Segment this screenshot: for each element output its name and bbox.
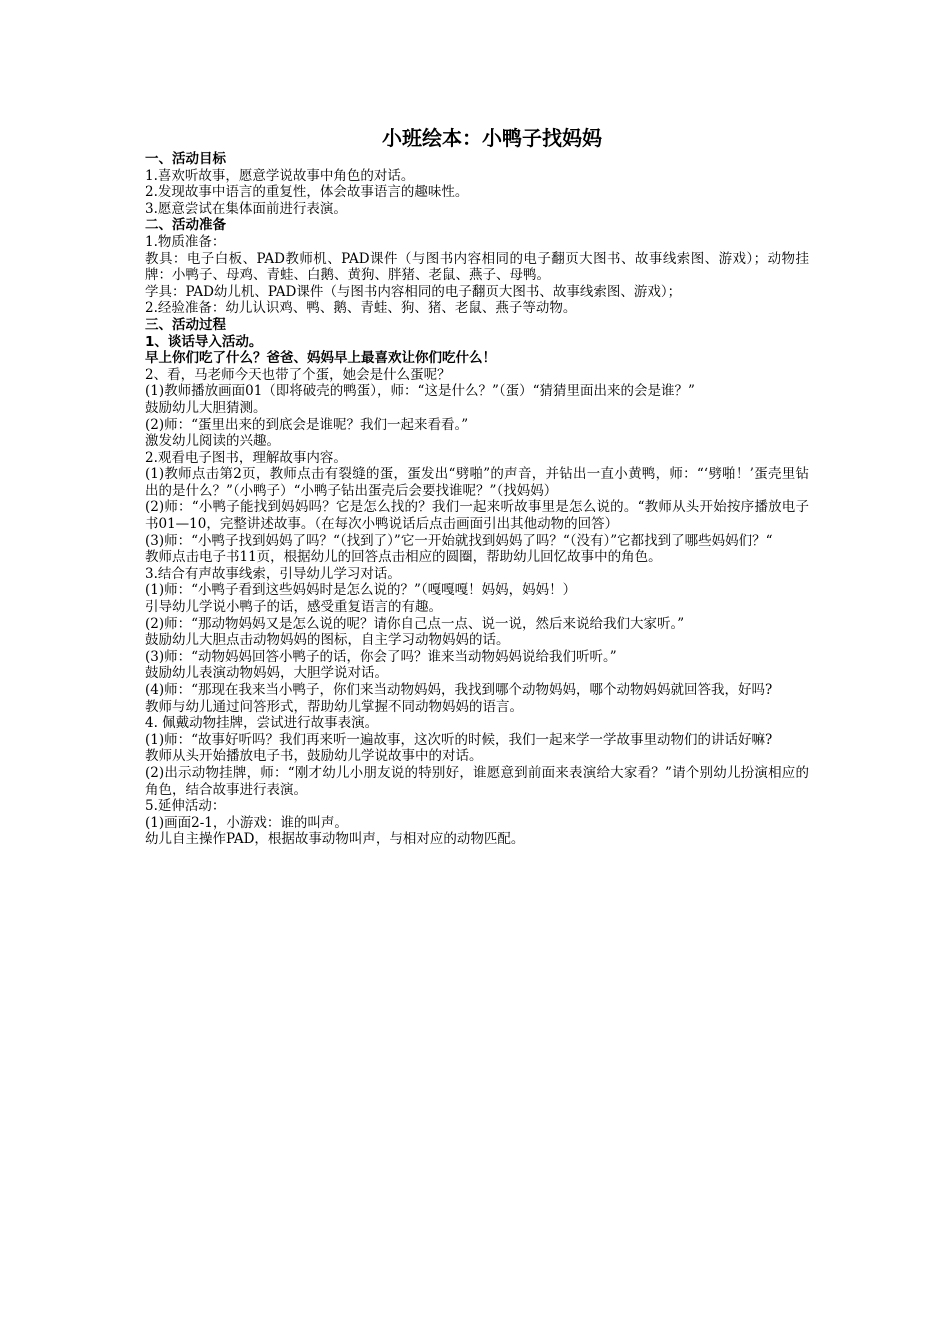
body-paragraph: (1)师：“故事好听吗？我们再来听一遍故事，这次听的时候，我们一起来学一学故事里动物们的讲话好嘛? bbox=[145, 731, 773, 748]
body-paragraph: 鼓励幼儿大胆点击动物妈妈的图标，自主学习动物妈妈的话。 bbox=[145, 632, 510, 649]
body-paragraph: 教师从头开始播放电子书，鼓励幼儿学说故事中的对话。 bbox=[145, 748, 483, 765]
body-paragraph: 教师点击电子书11页，根据幼儿的回答点击相应的圆圈，帮助幼儿回忆故事中的角色。 bbox=[145, 549, 662, 566]
body-paragraph: 鼓励幼儿大胆猜测。 bbox=[145, 399, 267, 416]
body-paragraph: 教师与幼儿通过问答形式，帮助幼儿掌握不同动物妈妈的语言。 bbox=[145, 698, 523, 715]
section-heading: 一、活动目标 bbox=[145, 151, 226, 167]
section-heading: 早上你们吃了什么？爸爸、妈妈早上最喜欢让你们吃什么！ bbox=[145, 350, 496, 367]
body-paragraph: (1)画面2-1，小游戏：谁的叫声。 bbox=[145, 814, 348, 831]
body-paragraph: 1.物质准备： bbox=[145, 233, 226, 250]
body-paragraph: 5.延伸活动： bbox=[145, 798, 226, 815]
body-paragraph: 2.观看电子图书，理解故事内容。 bbox=[145, 449, 347, 466]
body-paragraph: 鼓励幼儿表演动物妈妈，大胆学说对话。 bbox=[145, 665, 388, 682]
document-page bbox=[145, 125, 809, 848]
body-paragraph: 2.经验准备：幼儿认识鸡、鸭、鹅、青蛙、狗、猪、老鼠、燕子等动物。 bbox=[145, 300, 577, 317]
body-paragraph: 3.愿意尝试在集体面前进行表演。 bbox=[145, 200, 347, 217]
body-paragraph: (1)师：“小鸭子看到这些妈妈时是怎么说的？”（嘎嘎嘎！妈妈，妈妈！） bbox=[145, 582, 577, 599]
section-heading: 二、活动准备 bbox=[145, 217, 226, 234]
body-paragraph: (3)师：“动物妈妈回答小鸭子的话，你会了吗？谁来当动物妈妈说给我们听听。” bbox=[145, 648, 617, 665]
body-paragraph: 4. 佩戴动物挂牌，尝试进行故事表演。 bbox=[145, 715, 379, 732]
body-paragraph: (2)出示动物挂牌，师：“刚才幼儿小朋友说的特别好，谁愿意到前面来表演给大家看？”请个别幼儿扮演相应的角色，结合故事进行表演。 bbox=[145, 764, 809, 798]
section-heading: 1、谈话导入活动。 bbox=[145, 333, 263, 350]
body-paragraph: (3)师：“小鸭子找到妈妈了吗？“（找到了）”它一开始就找到妈妈了吗？“（没有）”它都找到了哪些妈妈们？“ bbox=[145, 532, 773, 549]
section-heading: 三、活动过程 bbox=[145, 316, 226, 333]
body-paragraph: (2)师：“那动物妈妈又是怎么说的呢？请你自己点一点、说一说，然后来说给我们大家听。” bbox=[145, 615, 685, 632]
body-paragraph: (2)师：“小鸭子能找到妈妈吗？它是怎么找的？我们一起来听故事里是怎么说的。“教师从头开始按序播放电子书01—10，完整讲述故事。（在每次小鸭说话后点击画面引出其他动物的回答） bbox=[145, 499, 809, 533]
body-paragraph: 引导幼儿学说小鸭子的话，感受重复语言的有趣。 bbox=[145, 599, 442, 616]
body-paragraph: 学具：PAD幼儿机、PAD课件（与图书内容相同的电子翻页大图书、故事线索图、游戏）； bbox=[145, 283, 682, 300]
body-paragraph: (2)师：“蛋里出来的到底会是谁呢？我们一起来看看。” bbox=[145, 416, 469, 433]
body-paragraph: (1)教师点击第2页，教师点击有裂缝的蛋，蛋发出“劈啪”的声音，并钻出一直小黄鸭，师：“‘劈啪！’蛋壳里钻出的是什么？”（小鸭子）“小鸭子钻出蛋壳后会要找谁呢？”（找妈妈） bbox=[145, 466, 809, 499]
body-paragraph: 幼儿自主操作PAD，根据故事动物叫声，与相对应的动物匹配。 bbox=[145, 831, 525, 848]
document-title: 小班绘本：小鸭子找妈妈 bbox=[382, 126, 602, 150]
body-paragraph: 激发幼儿阅读的兴趣。 bbox=[145, 433, 280, 450]
document-body bbox=[145, 151, 809, 848]
body-paragraph: 1.喜欢听故事，愿意学说故事中角色的对话。 bbox=[145, 167, 415, 184]
body-paragraph: (1)教师播放画面01（即将破壳的鸭蛋），师：“这是什么？”（蛋）“猜猜里面出来的会是谁？” bbox=[145, 383, 695, 400]
body-paragraph: 2.发现故事中语言的重复性，体会故事语言的趣味性。 bbox=[145, 184, 469, 201]
body-paragraph: 3.结合有声故事线索，引导幼儿学习对话。 bbox=[145, 565, 401, 582]
body-paragraph: (4)师：“那现在我来当小鸭子，你们来当动物妈妈，我找到哪个动物妈妈，哪个动物妈妈就回答我，好吗? bbox=[145, 682, 773, 698]
body-paragraph: 2、看，马老师今天也带了个蛋，她会是什么蛋呢？ bbox=[145, 366, 451, 383]
body-paragraph: 教具：电子白板、PAD教师机、PAD课件（与图书内容相同的电子翻页大图书、故事线索图、游戏）；动物挂牌：小鸭子、母鸡、青蛙、白鹅、黄狗、胖猪、老鼠、燕子、母鸭。 bbox=[145, 250, 809, 284]
